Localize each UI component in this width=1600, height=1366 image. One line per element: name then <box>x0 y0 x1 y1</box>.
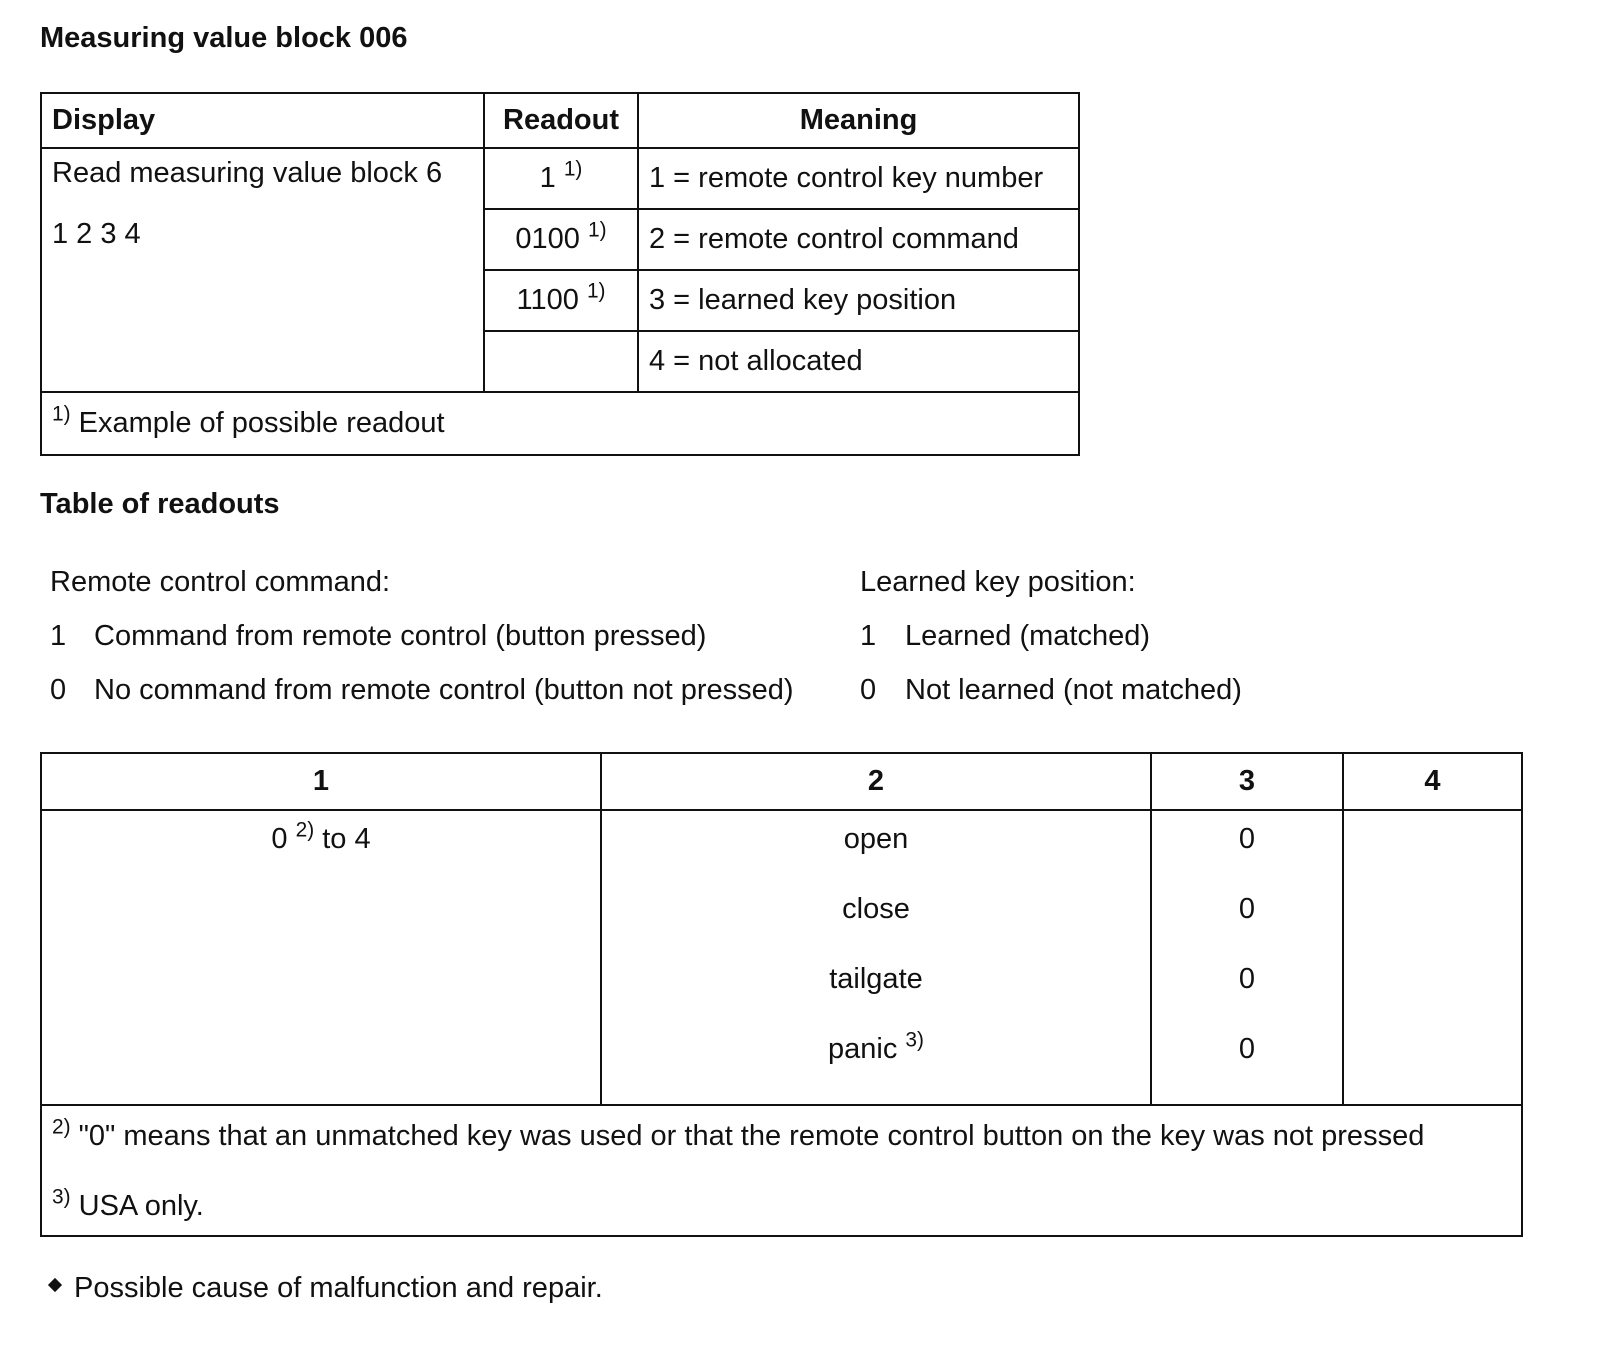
header-readout: Readout <box>484 93 638 148</box>
legend-left-title: Remote control command: <box>50 566 391 598</box>
t2-col2-panic: panic $^{3)}$ <box>828 1028 924 1065</box>
t2-col3-value-3: 0 <box>1238 963 1256 995</box>
legend-right-num-1: 1 <box>860 620 877 652</box>
t2-note-2: $^{3)}$ USA only. <box>52 1185 204 1222</box>
t2-col3-value-2: 0 <box>1238 893 1256 925</box>
legend-left-text-1: Command from remote control (button pressed) <box>94 620 707 652</box>
diamond-bullet-icon <box>48 1278 62 1292</box>
t2-col2-tailgate: tailgate <box>829 963 923 995</box>
repair-bullet <box>50 1272 603 1305</box>
t2-note-1: $^{2)}$ "0" means that an unmatched key was used or that the remote control button on the key was not pressed <box>52 1115 1425 1152</box>
t2-col1-value: 0 $^{2)}$ to 4 <box>271 818 371 855</box>
readout-cell-1: 1 $^{1)}$ <box>484 148 638 209</box>
section-title-measuring-block: Measuring value block 006 <box>40 22 408 54</box>
readout-cell-2: 0100 $^{1)}$ <box>484 209 638 270</box>
t2-header-1: 1 <box>41 753 601 810</box>
display-cell <box>41 148 484 392</box>
header-display: Display <box>41 93 484 148</box>
display-line-1: Read measuring value block 6 <box>52 157 443 189</box>
section-title-readouts: Table of readouts <box>40 488 280 520</box>
repair-bullet-text: Possible cause of malfunction and repair. <box>74 1272 603 1304</box>
readouts-table <box>40 752 1523 1237</box>
meaning-cell-1: 1 = remote control key number <box>638 148 1079 209</box>
t2-col1-cell <box>41 810 601 1105</box>
footnote-cell: $^{1)}$ Example of possible readout <box>41 392 1079 455</box>
t2-header-2: 2 <box>601 753 1151 810</box>
legend-right-title: Learned key position: <box>860 566 1136 598</box>
t2-col2-close: close <box>842 893 910 925</box>
display-line-2: 1 2 3 4 <box>52 218 141 250</box>
legend-right-num-2: 0 <box>860 674 877 706</box>
legend-right-text-1: Learned (matched) <box>905 620 1151 652</box>
header-meaning: Meaning <box>638 93 1079 148</box>
meaning-cell-3: 3 = learned key position <box>638 270 1079 331</box>
readout-cell-4 <box>484 331 638 392</box>
t2-col2-open: open <box>843 823 909 855</box>
t2-col3-value-1: 0 <box>1238 823 1256 855</box>
meaning-cell-2: 2 = remote control command <box>638 209 1079 270</box>
t2-col3-cell <box>1151 810 1343 1105</box>
meaning-cell-4: 4 = not allocated <box>638 331 1079 392</box>
legend-left-text-2: No command from remote control (button not pressed) <box>94 674 794 706</box>
legend-left-num-2: 0 <box>50 674 67 706</box>
t2-col4-cell <box>1343 810 1522 1105</box>
t2-col2-cell <box>601 810 1151 1105</box>
t2-header-3: 3 <box>1151 753 1343 810</box>
legend-left-num-1: 1 <box>50 620 67 652</box>
legend-right-text-2: Not learned (not matched) <box>905 674 1242 706</box>
t2-col3-value-4: 0 <box>1238 1033 1256 1065</box>
t2-notes-cell <box>41 1105 1522 1236</box>
readout-cell-3: 1100 $^{1)}$ <box>484 270 638 331</box>
t2-header-4: 4 <box>1343 753 1522 810</box>
measuring-value-table <box>40 92 1080 456</box>
